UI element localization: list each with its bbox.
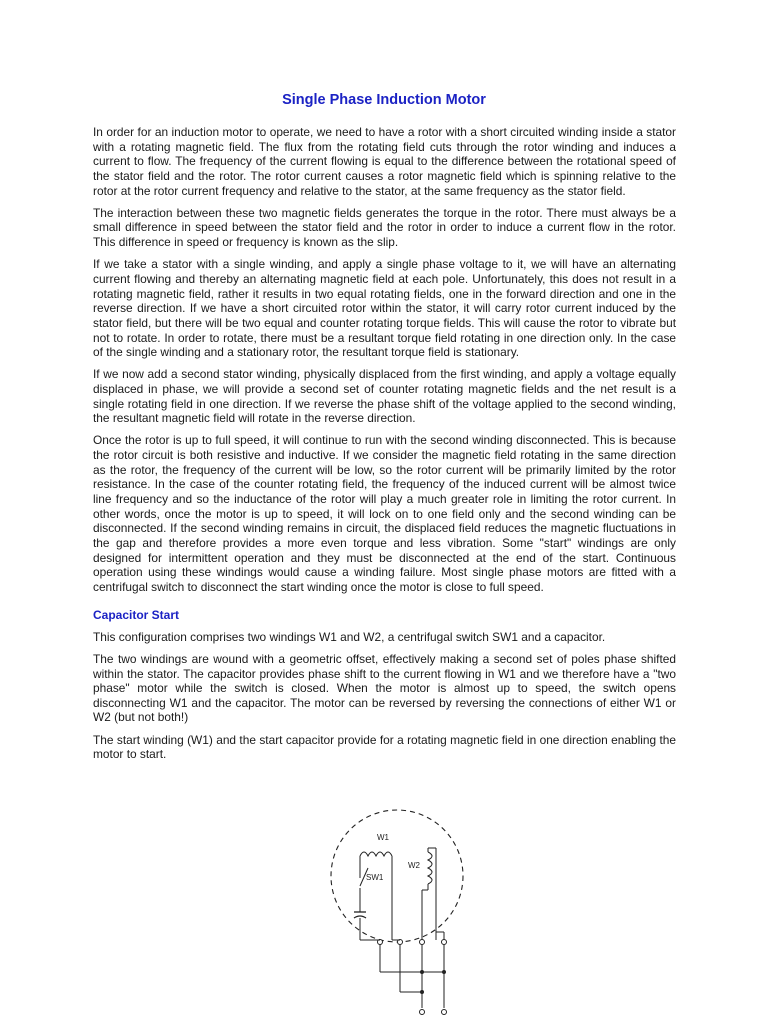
supply-terminal: [442, 1010, 447, 1015]
page-title: Single Phase Induction Motor: [282, 92, 486, 108]
paragraph-rotor-field: In order for an induction motor to operate, we need to have a rotor with a short circuited winding inside a stator with a rotating magnetic field. The flux from the rotating field cuts through the rotor winding and induces a current to flow. The frequency of the current flowing is equal to the difference between the rotational speed of the stator field and the rotor. The rotor current causes a rotor magnetic field which is spinning relative to the rotor at the rotor current frequency and relative to the stator, at the same frequency as the stator field.: [93, 125, 676, 198]
paragraph-windings: The two windings are wound with a geometric offset, effectively making a second set of poles phase shifted within the stator. The capacitor provides phase shift to the current flowing in W1 and we therefore have a "two phase" motor while the switch is closed. When the motor is almost up to speed, the switch opens disconnecting W1 and the capacitor. The motor can be reversed by reversing the connections of either W1 or W2 (but not both!): [93, 651, 676, 725]
paragraph-start-winding: The start winding (W1) and the start capacitor provide for a rotating magnetic field in one direction enabling the motor to start.: [93, 732, 676, 762]
w2-coil-icon: [428, 852, 432, 884]
label-sw1: SW1: [366, 873, 384, 882]
document-body: [93, 125, 676, 769]
label-w2: W2: [408, 861, 420, 870]
paragraph-single-winding: If we take a stator with a single winding, and apply a single phase voltage to it, we will have an alternating current flowing and thereby an alternating magnetic field at each pole. Unfortunately, this does not result in a rotating magnetic field, rather it results in two equal rotating fields, one in the forward direction and one in the reverse direction. If we have a short circuited rotor within the stator, it will carry rotor current induced by the stator field, but there will be two equal and counter rotating torque fields. This will cause the rotor to vibrate but not to rotate. In order to rotate, there must be a resultant torque field rotating in one direction only. In the case of the single winding and a stationary rotor, the resultant torque field is stationary.: [93, 257, 676, 360]
label-w1: W1: [377, 833, 389, 842]
capacitor-start-diagram: [330, 808, 470, 1024]
stator-outline: [331, 810, 463, 942]
supply-terminal: [420, 1010, 425, 1015]
w1-coil-icon: [360, 852, 392, 856]
section-heading-capacitor-start: Capacitor Start: [93, 607, 180, 622]
terminal: [420, 940, 425, 945]
paragraph-full-speed: Once the rotor is up to full speed, it will continue to run with the second winding disconnected. This is because the rotor circuit is both resistive and inductive. If we consider the magnetic field rotating in the same direction as the rotor, the frequency of the current will be low, so the rotor current will be primarily limited by the rotor resistance. In the case of the counter rotating field, the frequency of the induced current will be almost twice line frequency and so the inductance of the rotor will play a much greater role in limiting the rotor current. In other words, once the motor is up to speed, it will lock on to one field only and the second winding can be disconnected. If the second winding remains in circuit, the displaced field reduces the magnetic fluctuations in the gap and therefore provides a more even torque and less vibration. Some "start" windings are only designed for intermittent operation and they must be disconnected at the end of the start. Continuous operation using these windings would cause a winding failure. Most single phase motors are fitted with a centrifugal switch to disconnect the start winding once the motor is close to full speed.: [93, 433, 676, 595]
terminal: [442, 940, 447, 945]
paragraph-configuration: This configuration comprises two windings W1 and W2, a centrifugal switch SW1 and a capacitor.: [93, 629, 606, 644]
paragraph-second-winding: If we now add a second stator winding, physically displaced from the first winding, and apply a voltage equally displaced in phase, we will provide a second set of counter rotating magnetic fields and the net result is a single rotating field in one direction. If we reverse the phase shift of the voltage applied to the second winding, the resultant magnetic field will rotate in the reverse direction.: [93, 367, 676, 426]
paragraph-slip: The interaction between these two magnetic fields generates the torque in the rotor. There must always be a small difference in speed between the stator field and the rotor in order to induce a current flow in the rotor. This difference in speed or frequency is known as the slip.: [93, 205, 676, 250]
